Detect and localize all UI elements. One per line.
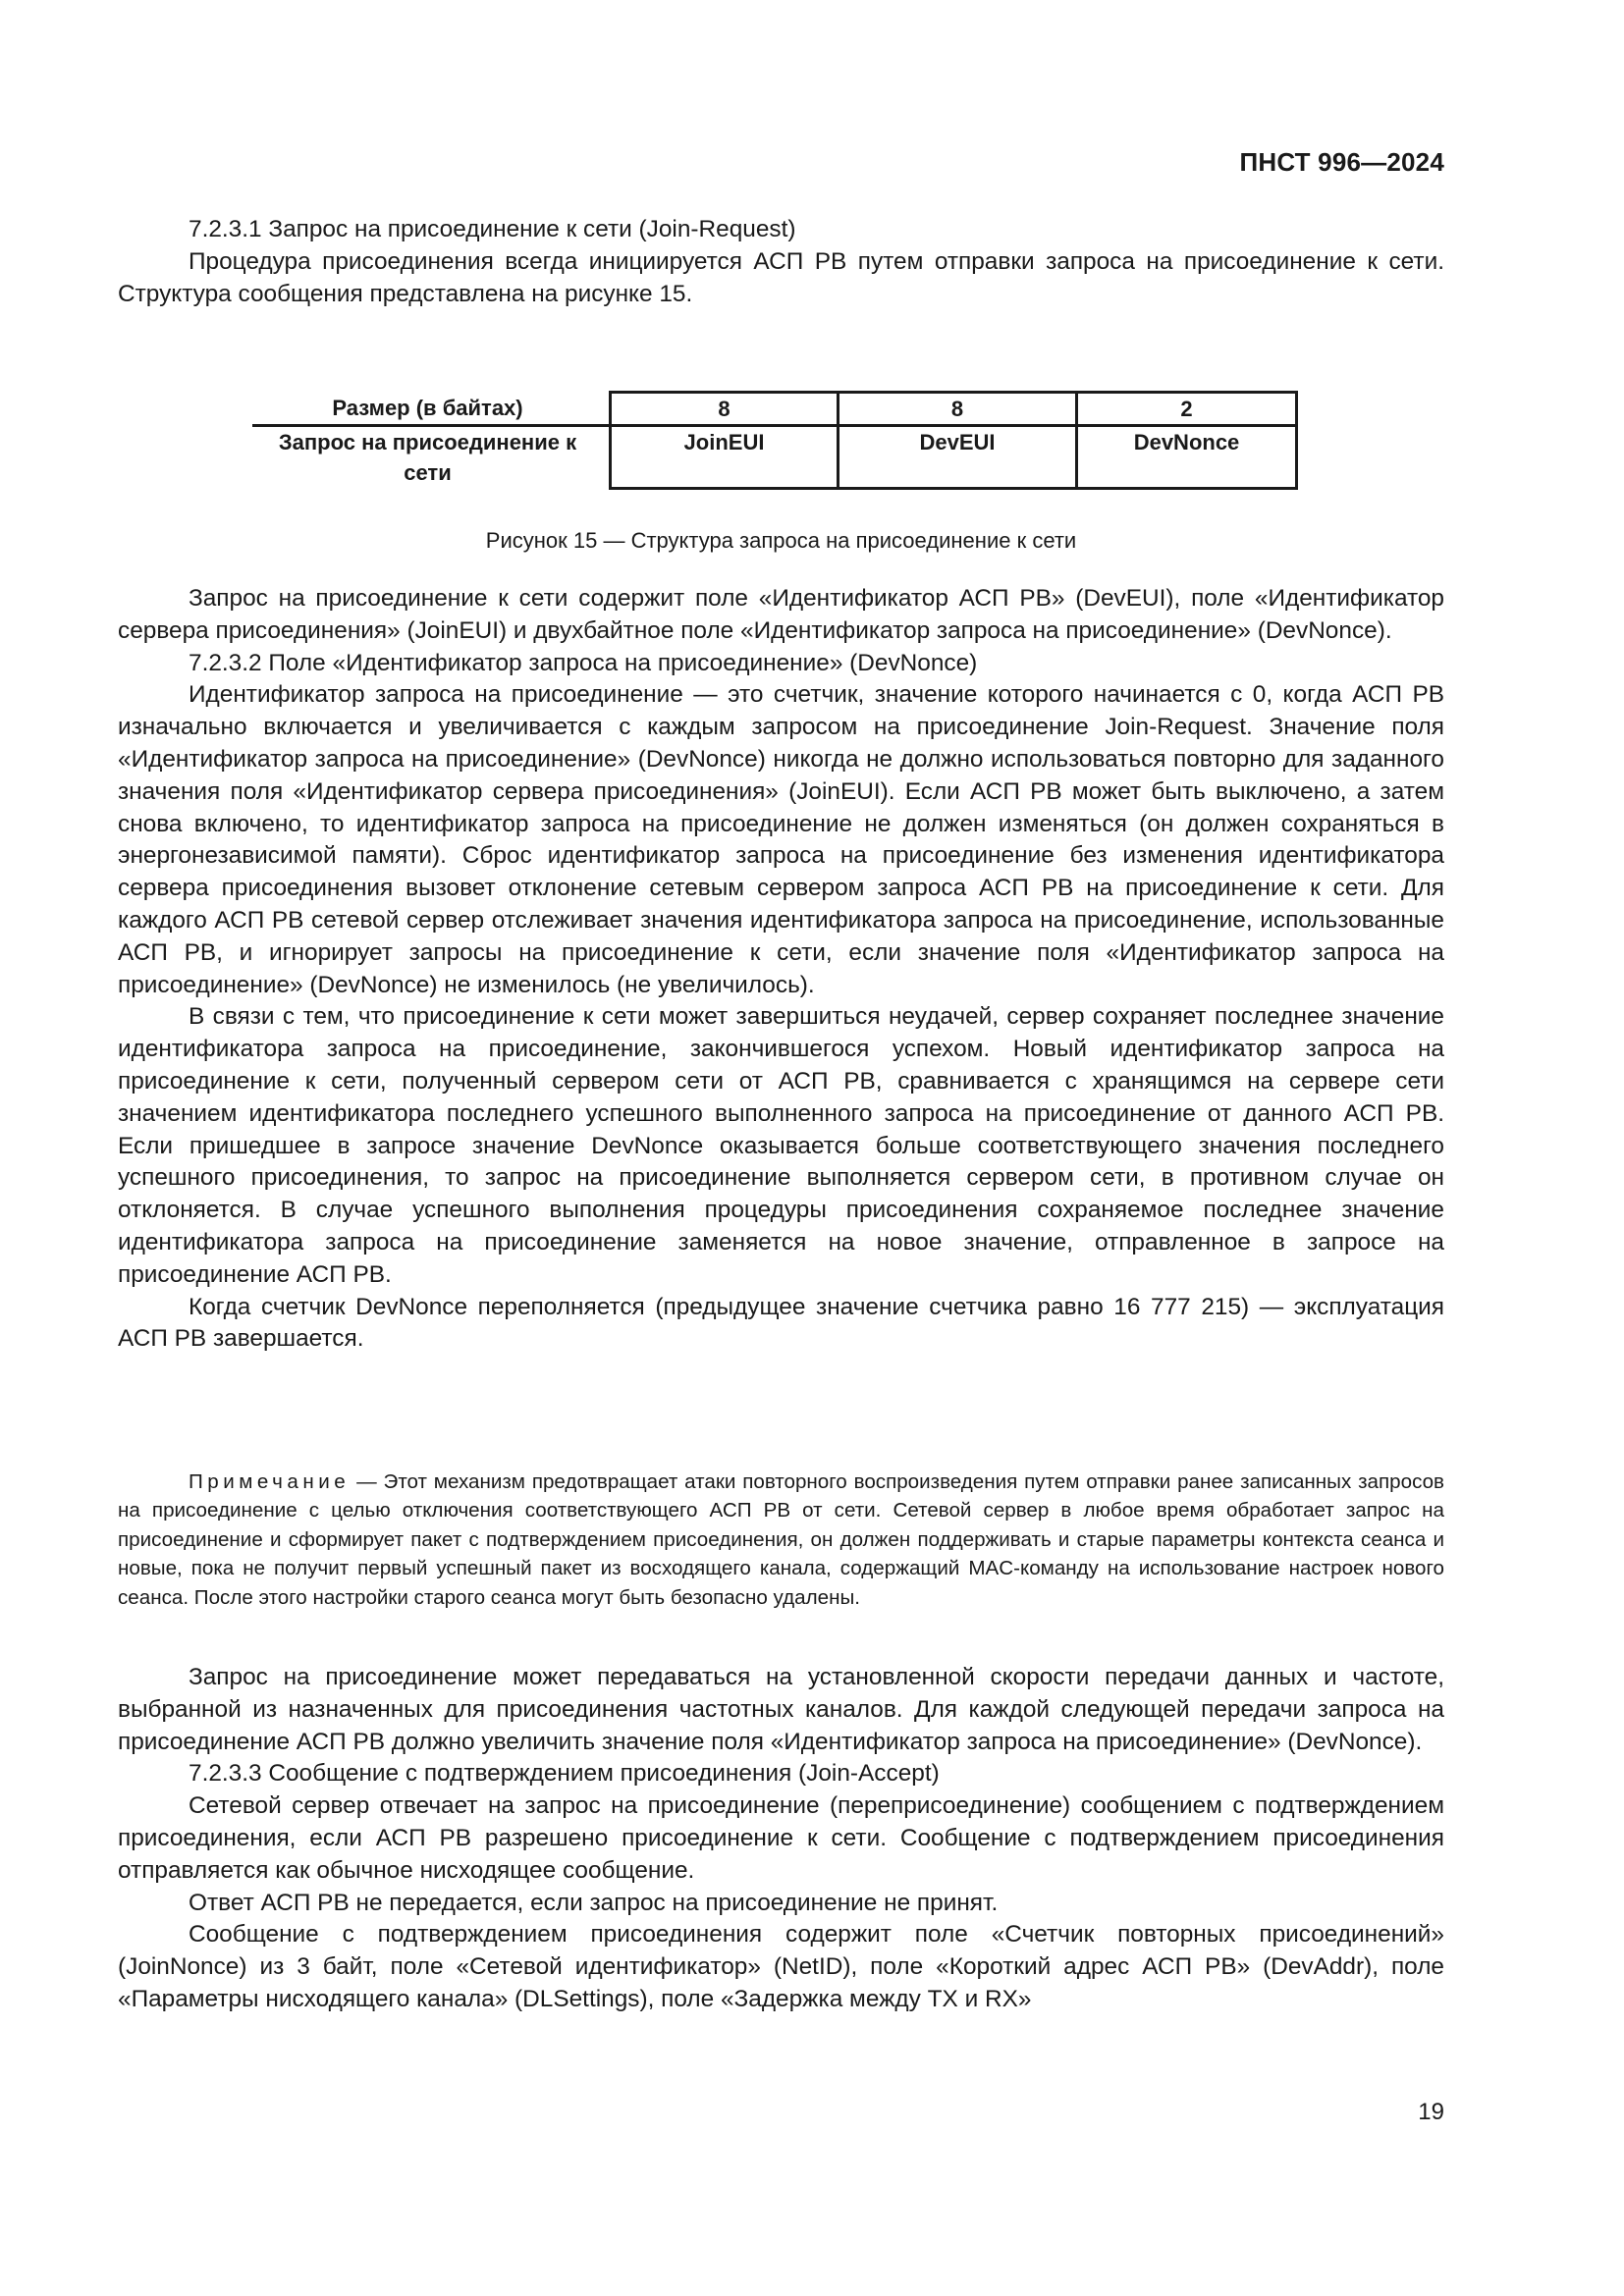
figure-size-row: [252, 393, 1297, 426]
size-cell-devnonce: 2: [1077, 393, 1297, 426]
section-heading-7-2-3-3: 7.2.3.3 Сообщение с подтверждением присоединения (Join-Accept): [189, 1760, 940, 1788]
body-section-1: [118, 583, 1444, 1356]
paragraph: В связи с тем, что присоединение к сети может завершиться неудачей, сервер сохраняет последнее значение идентификатора запроса на присоединение, закончившегося успехом. Новый идентификатор запроса на присоединение к сети, полученный сервером сети от АСП РВ, сравнивается с хранящимся на сервере сети значением идентификатора последнего успешного выполненного запроса на присоединение от данного АСП РВ. Если пришедшее в запросе значение DevNonce оказывается больше соответствующего значения последнего успешного присоединения, то запрос на присоединение выполняется сервером сети, в противном случае он отклоняется. В случае успешного выполнения процедуры присоединения сохраняемое последнее значение идентификатора запроса на присоединение заменяется на новое значение, отправленное в запросе на присоединение АСП РВ.: [118, 1003, 1444, 1288]
size-cell-deveui: 8: [839, 393, 1077, 426]
field-row-label: Запрос на присоединение к сети: [278, 430, 577, 485]
field-cell-devnonce: DevNonce: [1077, 426, 1297, 489]
size-cell-joineui: 8: [611, 393, 839, 426]
size-row-label: Размер (в байтах): [252, 393, 611, 426]
intro-section: [118, 214, 1444, 310]
join-request-structure-figure: [252, 391, 1298, 490]
figure-field-row: [252, 426, 1297, 489]
body-section-2: [118, 1662, 1444, 2016]
paragraph: Ответ АСП РВ не передается, если запрос на присоединение не принят.: [189, 1889, 999, 1916]
paragraph: Запрос на присоединение к сети содержит поле «Идентификатор АСП РВ» (DevEUI), поле «Идентификатор сервера присоединения» (JoinEUI) и двухбайтное поле «Идентификатор запроса на присоединение» (DevNonce).: [118, 585, 1444, 644]
figure-caption: Рисунок 15 — Структура запроса на присоединение к сети: [485, 528, 1077, 553]
document-code: ПНСТ 996—2024: [1239, 147, 1444, 177]
section-heading-7-2-3-2: 7.2.3.2 Поле «Идентификатор запроса на присоединение» (DevNonce): [189, 649, 978, 676]
intro-paragraph: Процедура присоединения всегда инициируется АСП РВ путем отправки запроса на присоединение к сети. Структура сообщения представлена на рисунке 15.: [118, 247, 1444, 307]
note-label: Примечание: [189, 1470, 351, 1493]
section-heading-7-2-3-1: 7.2.3.1 Запрос на присоединение к сети (Join-Request): [189, 216, 796, 242]
paragraph: Когда счетчик DevNonce переполняется (предыдущее значение счетчика равно 16 777 215) — эксплуатация АСП РВ завершается.: [118, 1293, 1444, 1353]
paragraph: Запрос на присоединение может передаваться на установленной скорости передачи данных и частоте, выбранной из назначенных для присоединения частотных каналов. Для каждой следующей передачи запроса на присоединение АСП РВ должно увеличить значение поля «Идентификатор запроса на присоединение» (DevNonce).: [118, 1664, 1444, 1755]
note-paragraph: [118, 1468, 1444, 1612]
paragraph: Сетевой сервер отвечает на запрос на присоединение (переприсоединение) сообщением с подтверждением присоединения, если АСП РВ разрешено присоединение к сети. Сообщение с подтверждением присоединения отправляется как обычное нисходящее сообщение.: [118, 1792, 1444, 1884]
note-text: — Этот механизм предотвращает атаки повторного воспроизведения путем отправки ранее записанных запросов на присоединение с целью отключения соответствующего АСП РВ от сети. Сетевой сервер в любое время обработает запрос на присоединение и сформирует пакет с подтверждением присоединения, он должен поддерживать и старые параметры контекста сеанса и новые, пока не получит первый успешный пакет из восходящего канала, содержащий MAC-команду на использование настроек нового сеанса. После этого настройки старого сеанса могут быть безопасно удалены.: [118, 1470, 1444, 1609]
field-cell-deveui: DevEUI: [839, 426, 1077, 489]
field-cell-joineui: JoinEUI: [611, 426, 839, 489]
paragraph: Сообщение с подтверждением присоединения содержит поле «Счетчик повторных присоединений» (JoinNonce) из 3 байт, поле «Сетевой идентификатор» (NetID), поле «Короткий адрес АСП РВ» (DevAddr), поле «Параметры нисходящего канала» (DLSettings), поле «Задержка между TX и RX»: [118, 1921, 1444, 2012]
page-number: 19: [1418, 2099, 1444, 2125]
note-section: [118, 1468, 1444, 1612]
paragraph: Идентификатор запроса на присоединение — это счетчик, значение которого начинается с 0, когда АСП РВ изначально включается и увеличивается с каждым запросом на присоединение Join-Request. Значение поля «Идентификатор запроса на присоединение» (DevNonce) никогда не должно использоваться повторно для заданного значения поля «Идентификатор сервера присоединения» (JoinEUI). Если АСП РВ может быть выключено, а затем снова включено, то идентификатор запроса на присоединение не должен изменяться (он должен сохраняться в энергонезависимой памяти). Сброс идентификатор запроса на присоединение без изменения идентификатора сервера присоединения вызовет отклонение сетевым сервером запроса АСП РВ на присоединение к сети. Для каждого АСП РВ сетевой сервер отслеживает значения идентификатора запроса на присоединение, использованные АСП РВ, и игнорирует запросы на присоединение к сети, если значение поля «Идентификатор запроса на присоединение» (DevNonce) не изменилось (не увеличилось).: [118, 681, 1444, 998]
